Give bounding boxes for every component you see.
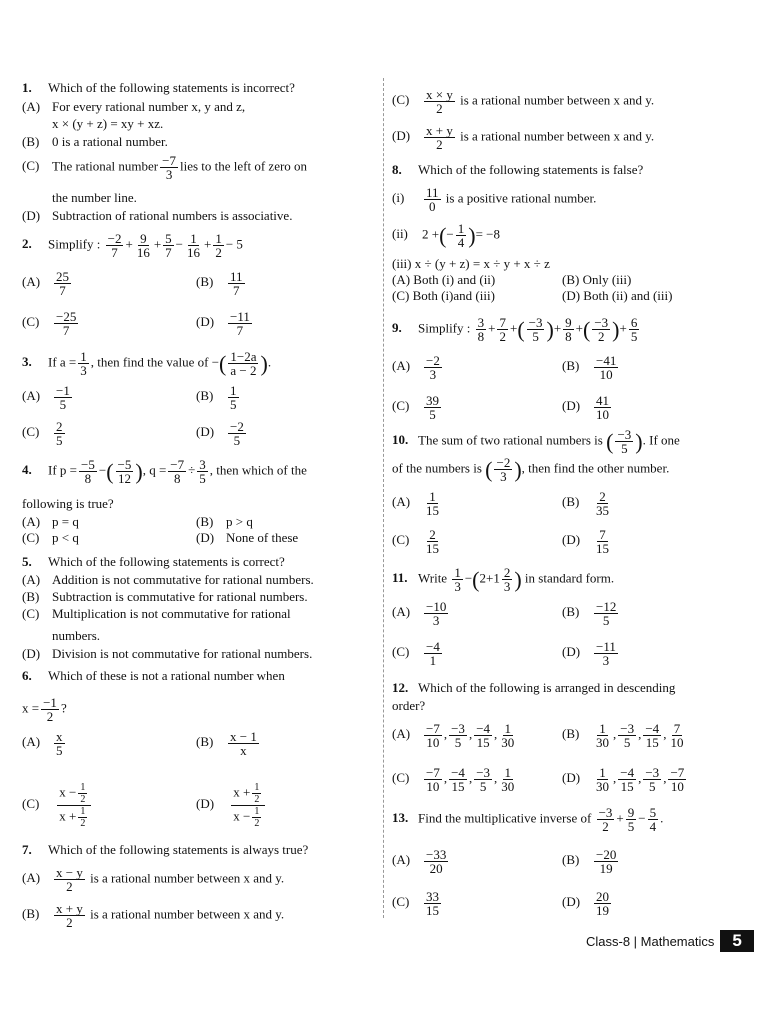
q7-stem: 7. Which of the following statements is always true? [22, 842, 309, 857]
q10-option-b: (B) $\frac{2}{35}$ [562, 489, 609, 518]
q9-stem: 9. Simplify : $\frac{3}{8}$ + $\frac{7}{2}$ +( $\frac{-3}{5}$ )+ $\frac{9}{8}$ +( $\frac{-3}{2}$ )+ $\frac{6}{5}$ [392, 315, 638, 344]
q12-stem-cont: order? [392, 698, 426, 713]
q1-option-b: (B) 0 is a rational number. [22, 134, 168, 149]
q12-option-d: (D) $\frac{1}{30}$ , $\frac{-4}{15}$ , $\frac{-3}{5}$ , $\frac{-7}{10}$ [562, 765, 685, 794]
q9-option-c: (C) $\frac{39}{5}$ [392, 393, 439, 422]
column-divider [383, 78, 384, 918]
q4-option-d: (D) None of these [196, 530, 299, 545]
q12-stem: 12. Which of the following is arranged in descending [392, 680, 676, 695]
q11-option-d: (D) $\frac{-11}{3}$ [562, 639, 616, 668]
q4-stem-cont: following is true? [22, 496, 114, 511]
q8-stmt-iii: (iii) x ÷ (y + z) = x ÷ y + x ÷ z [392, 256, 550, 271]
q6-option-a: (A) $\frac{x}{5}$ [22, 729, 63, 758]
q8-stmt-ii: (ii) 2 +(− $\frac{1}{4}$ )= −8 [392, 221, 501, 250]
q9-option-b: (B) $\frac{-41}{10}$ [562, 353, 617, 382]
q5-stem: 5. Which of the following statements is correct? [22, 554, 285, 569]
q3-option-d: (D) $\frac{-2}{5}$ [196, 419, 244, 448]
q4-option-b: (B) p > q [196, 514, 253, 529]
q5-option-c: (C) Multiplication is not commutative for rational [22, 606, 291, 621]
q2-option-c: (C) $\frac{-25}{7}$ [22, 309, 77, 338]
q8-stmt-i: (i) $\frac{11}{0}$ is a positive rational number. [392, 185, 597, 214]
page-number: 5 [720, 930, 753, 952]
q11-option-c: (C) $\frac{-4}{1}$ [392, 639, 440, 668]
q7-option-d: (D) $\frac{x + y}{2}$ is a rational number between x and y. [392, 123, 655, 152]
q3-option-b: (B) $\frac{1}{5}$ [196, 383, 237, 412]
q1-option-c-cont: the number line. [52, 190, 137, 205]
q10-stem: 10. The sum of two rational numbers is ( $\frac{-3}{5}$ ). If one [392, 427, 680, 456]
q1-option-a-cont: x × (y + z) = xy + xz. [52, 116, 164, 131]
q1-option-c: (C) The rational number $\frac{-7}{3}$ lies to the left of zero on [22, 153, 308, 182]
q5-option-d: (D) Division is not commutative for rational numbers. [22, 646, 313, 661]
q1-option-d: (D) Subtraction of rational numbers is associative. [22, 208, 293, 223]
q12-option-b: (B) $\frac{1}{30}$ , $\frac{-3}{5}$ , $\frac{-4}{15}$ , $\frac{7}{10}$ [562, 721, 684, 750]
q3-stem: 3. If a = $\frac{1}{3}$ , then find the value of −( $\frac{1-2a}{a - 2}$ ). [22, 349, 272, 378]
q8-stem: 8. Which of the following statements is false? [392, 162, 644, 177]
q5-option-a: (A) Addition is not commutative for rational numbers. [22, 572, 314, 587]
q6-option-d: (D) x + $\frac{1}{2}$ x − $\frac{1}{2}$ [196, 782, 267, 829]
q13-option-d: (D) $\frac{20}{19}$ [562, 889, 609, 918]
q4-option-c: (C) p < q [22, 530, 79, 545]
q4-option-a: (A) p = q [22, 514, 79, 529]
q13-option-b: (B) $\frac{-20}{19}$ [562, 847, 617, 876]
q5-option-c-cont: numbers. [52, 628, 101, 643]
q11-option-b: (B) $\frac{-12}{5}$ [562, 599, 617, 628]
q10-option-c: (C) $\frac{2}{15}$ [392, 527, 439, 556]
q9-option-a: (A) $\frac{-2}{3}$ [392, 353, 440, 382]
q11-stem: 11. Write $\frac{1}{3}$ −(2+1 $\frac{2}{3}$ ) in standard form. [392, 565, 615, 594]
q3-option-c: (C) $\frac{2}{5}$ [22, 419, 63, 448]
q3-option-a: (A) $\frac{-1}{5}$ [22, 383, 70, 412]
q7-option-b: (B) $\frac{x + y}{2}$ is a rational number between x and y. [22, 901, 285, 930]
q5-option-b: (B) Subtraction is commutative for rational numbers. [22, 589, 308, 604]
q4-stem: 4. If p = $\frac{-5}{8}$ −( $\frac{-5}{12}$ ), q = $\frac{-7}{8}$ ÷ $\frac{3}{5}$ , then which of the [22, 457, 307, 486]
q12-option-a: (A) $\frac{-7}{10}$ , $\frac{-3}{5}$ , $\frac{-4}{15}$ , $\frac{1}{30}$ [392, 721, 515, 750]
q2-option-d: (D) $\frac{-11}{7}$ [196, 309, 250, 338]
q7-option-c: (C) $\frac{x \times y}{2}$ is a rational number between x and y. [392, 87, 655, 116]
q7-option-a: (A) $\frac{x - y}{2}$ is a rational number between x and y. [22, 865, 285, 894]
q2-option-a: (A) $\frac{25}{7}$ [22, 269, 69, 298]
q2-option-b: (B) $\frac{11}{7}$ [196, 269, 243, 298]
q11-option-a: (A) $\frac{-10}{3}$ [392, 599, 447, 628]
q6-stem-cont: x = $\frac{-1}{2}$ ? [22, 695, 67, 724]
q2-stem: 2. Simplify : $\frac{-2}{7}$ + $\frac{9}{16}$ + $\frac{5}{7}$ − $\frac{1}{16}$ + $\frac{1}{2}$ − 5 [22, 231, 243, 260]
q6-option-c: (C) x − $\frac{1}{2}$ x + $\frac{1}{2}$ [22, 782, 93, 829]
q6-option-b: (B) $\frac{x - 1}{x}$ [196, 729, 257, 758]
q12-option-c: (C) $\frac{-7}{10}$ , $\frac{-4}{15}$ , $\frac{-3}{5}$ , $\frac{1}{30}$ [392, 765, 515, 794]
page-footer [586, 930, 754, 952]
q10-option-d: (D) $\frac{7}{15}$ [562, 527, 609, 556]
q13-option-c: (C) $\frac{33}{15}$ [392, 889, 439, 918]
q13-option-a: (A) $\frac{-33}{20}$ [392, 847, 447, 876]
q13-stem: 13. Find the multiplicative inverse of $\frac{-3}{2}$ + $\frac{9}{5}$ − $\frac{5}{4}$ . [392, 805, 664, 834]
q10-stem-cont: of the numbers is ( $\frac{-2}{3}$ ), then find the other number. [392, 455, 670, 484]
q1-option-a: (A) For every rational number x, y and z, [22, 99, 246, 114]
q1-stem: 1. Which of the following statements is incorrect? [22, 80, 295, 95]
q10-option-a: (A) $\frac{1}{15}$ [392, 489, 439, 518]
footer-label: Class-8 | Mathematics [586, 934, 715, 949]
q8-option-b: (B) Only (iii) [562, 272, 632, 287]
q9-option-d: (D) $\frac{41}{10}$ [562, 393, 609, 422]
q6-stem: 6. Which of these is not a rational number when [22, 668, 285, 683]
q8-option-c: (C) Both (i)and (iii) [392, 288, 495, 303]
q8-option-d: (D) Both (ii) and (iii) [562, 288, 673, 303]
q8-option-a: (A) Both (i) and (ii) [392, 272, 496, 287]
